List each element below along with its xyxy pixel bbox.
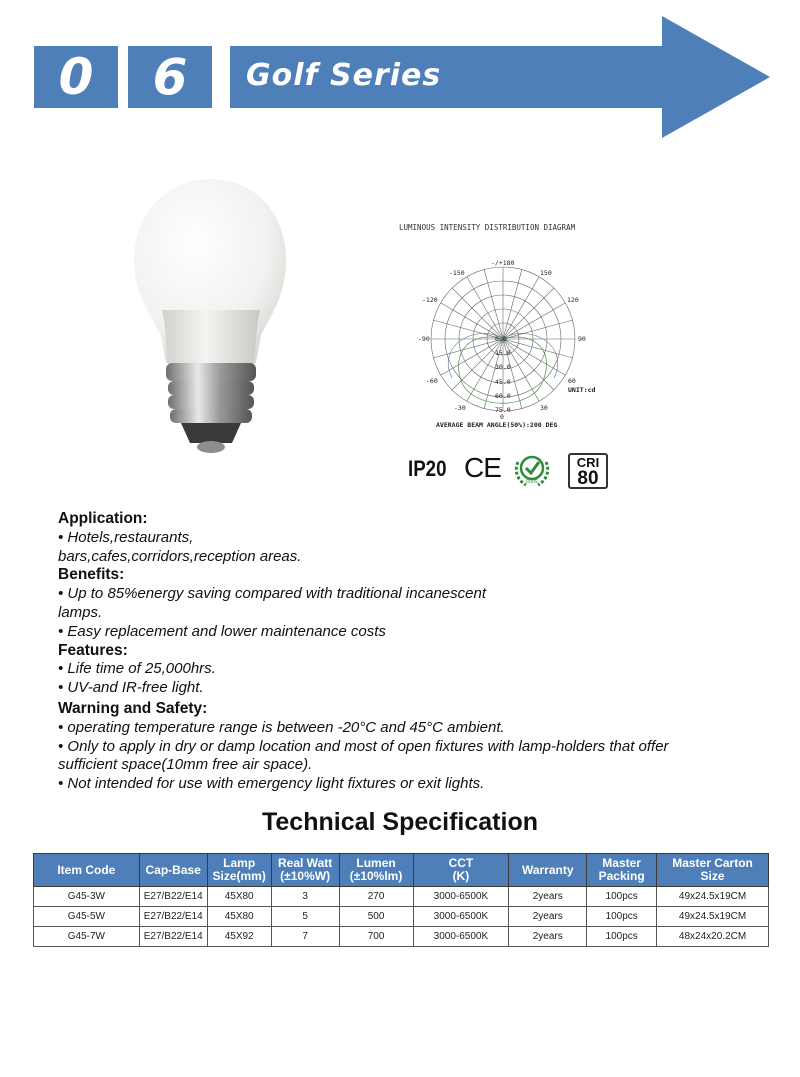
cri-80-badge xyxy=(568,453,608,489)
cell-cap-base: E27/B22/E14 xyxy=(139,907,207,927)
cell-real-watt: 5 xyxy=(271,907,339,927)
series-number-digit-1: 0 xyxy=(34,46,118,108)
radial-value-0: 0.0 xyxy=(495,335,507,343)
radial-value-4: 60.0 xyxy=(495,392,511,400)
cell-lamp-size: 45X80 xyxy=(207,907,271,927)
cell-warranty: 2years xyxy=(509,907,587,927)
angle-label-180: -/+180 xyxy=(491,259,515,267)
cell-cct: 3000-6500K xyxy=(413,927,509,947)
application-line: bars,cafes,corridors,reception areas. xyxy=(58,547,302,565)
angle-label-p30: 30 xyxy=(540,404,548,412)
radial-value-2: 30.0 xyxy=(495,363,511,371)
technical-specification-title: Technical Specification xyxy=(261,808,538,836)
ip20-mark: IP20 xyxy=(408,456,447,481)
cell-lamp-size: 45X92 xyxy=(207,927,271,947)
product-description xyxy=(58,510,758,794)
luminous-intensity-diagram xyxy=(390,218,630,433)
table-row xyxy=(34,927,769,947)
cell-warranty: 2years xyxy=(509,887,587,907)
angle-label-m150: -150 xyxy=(449,269,465,277)
warning-heading: Warning and Safety: xyxy=(58,699,208,717)
benefits-line: • Easy replacement and lower maintenance costs xyxy=(58,622,386,640)
angle-label-p150: 150 xyxy=(540,269,552,277)
warning-line: • Only to apply in dry or damp location and most of open fixtures with lamp-holders that offer xyxy=(58,737,669,755)
cell-cap-base: E27/B22/E14 xyxy=(139,927,207,947)
angle-label-m60: -60 xyxy=(426,377,438,385)
header-real-watt: Real Watt (±10%W) xyxy=(271,854,339,887)
features-line: • Life time of 25,000hrs. xyxy=(58,660,216,678)
cri-value: 80 xyxy=(577,468,599,489)
certification-icons xyxy=(408,452,608,492)
benefits-line: • Up to 85%energy saving compared with traditional incanescent xyxy=(58,585,486,603)
angle-label-p120: 120 xyxy=(567,296,579,304)
angle-label-p60: 60 xyxy=(568,377,576,385)
header-item-code: Item Code xyxy=(34,854,140,887)
beam-angle-label: AVERAGE BEAM ANGLE(50%):200 DEG xyxy=(436,421,558,429)
cell-carton-size: 49x24.5x19CM xyxy=(657,887,769,907)
warning-line: • operating temperature range is between -20°C and 45°C ambient. xyxy=(58,718,505,736)
table-header-row xyxy=(34,854,769,887)
cell-real-watt: 3 xyxy=(271,887,339,907)
specification-table xyxy=(33,853,769,947)
radial-value-3: 45.0 xyxy=(495,378,511,386)
table-row xyxy=(34,887,769,907)
cell-lumen: 500 xyxy=(339,907,413,927)
cell-warranty: 2years xyxy=(509,927,587,947)
cell-item-code: G45-3W xyxy=(34,887,140,907)
header-master-packing: Master Packing xyxy=(587,854,657,887)
angle-label-p90: 90 xyxy=(578,335,586,343)
features-line: • UV-and IR-free light. xyxy=(58,679,204,697)
header-cct: CCT (K) xyxy=(413,854,509,887)
cell-lumen: 700 xyxy=(339,927,413,947)
header-lamp-size: Lamp Size(mm) xyxy=(207,854,271,887)
angle-label-m30: -30 xyxy=(454,404,466,412)
cell-cct: 3000-6500K xyxy=(413,907,509,927)
header-cap-base: Cap-Base xyxy=(139,854,207,887)
led-bulb-image xyxy=(126,175,296,460)
angle-label-m90: -90 xyxy=(418,335,430,343)
cell-cap-base: E27/B22/E14 xyxy=(139,887,207,907)
application-line: • Hotels,restaurants, xyxy=(58,528,194,546)
header-master-carton-size: Master Carton Size xyxy=(657,854,769,887)
cell-real-watt: 7 xyxy=(271,927,339,947)
series-number-digit-2: 6 xyxy=(128,46,212,108)
benefits-heading: Benefits: xyxy=(58,566,125,584)
table-row xyxy=(34,907,769,927)
warning-line: sufficient space(10mm free air space). xyxy=(58,756,313,774)
cell-carton-size: 49x24.5x19CM xyxy=(657,907,769,927)
unit-label: UNIT:cd xyxy=(568,386,596,394)
radial-value-1: 15.0 xyxy=(495,349,511,357)
cell-lamp-size: 45X80 xyxy=(207,887,271,907)
benefits-line: lamps. xyxy=(58,603,103,621)
cell-master-packing: 100pcs xyxy=(587,907,657,927)
cell-item-code: G45-5W xyxy=(34,907,140,927)
cri-label: CRI xyxy=(576,455,600,470)
header-warranty: Warranty xyxy=(509,854,587,887)
warning-line: • Not intended for use with emergency light fixtures or exit lights. xyxy=(58,775,485,793)
application-heading: Application: xyxy=(58,510,148,527)
angle-label-0: 0 xyxy=(500,413,504,421)
features-heading: Features: xyxy=(58,641,128,659)
cell-master-packing: 100pcs xyxy=(587,887,657,907)
header-lumen: Lumen (±10%lm) xyxy=(339,854,413,887)
series-title: Golf Series xyxy=(246,58,442,93)
rohs-icon xyxy=(512,452,552,488)
cell-lumen: 270 xyxy=(339,887,413,907)
cell-item-code: G45-7W xyxy=(34,927,140,947)
cell-master-packing: 100pcs xyxy=(587,927,657,947)
angle-label-m120: -120 xyxy=(422,296,438,304)
diagram-title: LUMINOUS INTENSITY DISTRIBUTION DIAGRAM xyxy=(399,223,576,232)
radial-value-5: 75.0 xyxy=(495,406,511,414)
ce-mark: CE xyxy=(464,452,501,483)
cell-carton-size: 48x24x20.2CM xyxy=(657,927,769,947)
svg-text:ROHS: ROHS xyxy=(526,479,538,484)
cell-cct: 3000-6500K xyxy=(413,887,509,907)
